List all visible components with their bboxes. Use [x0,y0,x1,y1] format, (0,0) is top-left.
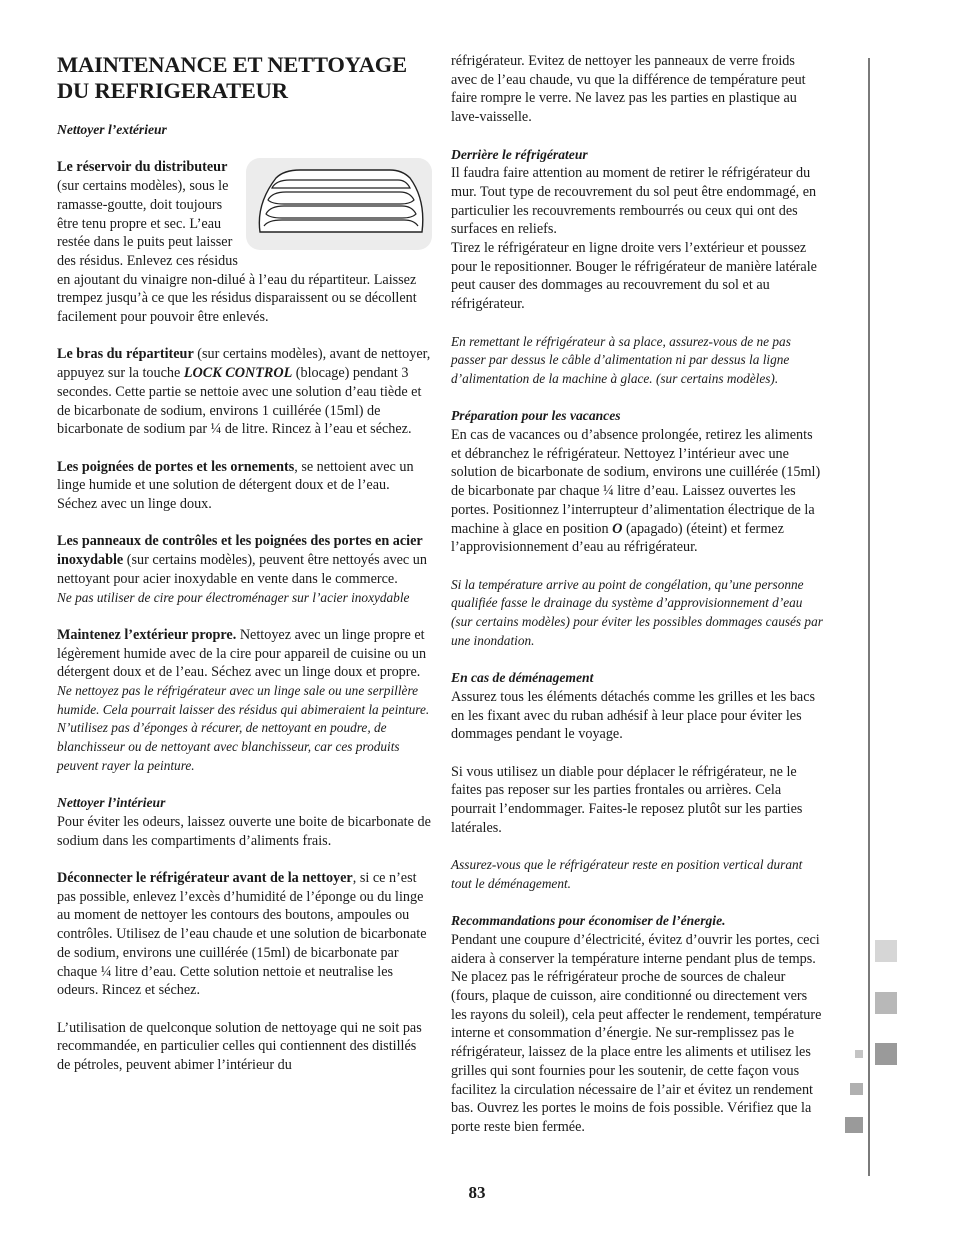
section-heading-vacation: Préparation pour les vacances [451,408,621,424]
paragraph-glass: réfrigérateur. Evitez de nettoyer les panneaux de verre froids avec de l’eau chaude, vu que la différence de température peut faire rompre le verre. Ne lavez pas les parties en plastique au lave-vaisselle. [451,53,806,126]
section-heading-exterior: Nettoyer l’extérieur [57,122,167,137]
paragraph-vacation: En cas de vacances ou d’absence prolongée, retirez les aliments et débranchez le réfrigérateur. Nettoyez l’intérieur avec une solution de bicarbonate de sodium, environs une cuillérée (15ml) de bicarbonate par chaque ¼ litre d’eau. Laissez ouvertes les portes. Positionnez l’interrupteur d’alimentation électrique de la machine à glace en position O (apagado) (éteint) et fermez l’approvisionnement d’eau au réfrigérateur. [451,427,821,556]
paragraph-reservoir: Le réservoir du distributeur (sur certains modèles), sous le ramasse-goutte, doit toujours être tenu propre et sec. L’eau restée dans le puits peut laisser des résidus. Enlevez ces résidus en ajoutant du vinaigre non-dilué à l’eau du répartiteur. Laissez trempez jusqu’à ce que les résidus disparaissent ou se décollent facilement pour pouvoir être enlevés. [57,159,417,326]
paragraph-dolly: Si vous utilisez un diable pour déplacer le réfrigérateur, ne le faites pas reposer sur les parties frontales ou arrières. Cela pourrait l’endommager. Faites-le reposez plutôt sur les parties latérales. [451,763,803,836]
paragraph-secure-items: Assurez tous les éléments détachés comme les grilles et les bacs en les fixant avec du ruban adhésif à leur place pour éviter les dommages pendant le voyage. [451,688,816,743]
page-title: MAINTENANCE ET NETTOYAGE DU REFRIGERATEUR [57,52,407,103]
tab-square-1 [875,940,897,962]
paragraph-energy: Pendant une coupure d’électricité, évitez d’ouvrir les portes, ceci aidera à conserver la température interne pendant plus de temps. Ne placez pas le réfrigérateur proche de sources de chaleur (fours, plaque de cuisson, aire conditionné ou directement vers les rayons du soleil), cela peut affecter le rendement, température interne et consommation d’énergie. Ne sur-remplissez pas le réfrigérateur, laissez de la place entre les aliments et utilisez les grilles qui sont fournies pour les soutenir, de cette façon vous facilitez la circulation nécessaire de l’air et évitez un rendement bas. Ouvrez les portes le moins de fois possible. Vérifiez que la porte reste bien fermée. [451,931,822,1135]
drip-tray-icon [250,164,428,244]
tab-square-3 [875,1043,897,1065]
paragraph-pull-straight: Tirez le réfrigérateur en ligne droite vers l’extérieur et poussez pour le repositionner. Bouger le réfrigérateur de manière latérale peut causer des dommages au recouvrement du sol et au réfrigérateur. [451,240,817,313]
paragraph-handles: Les poignées de portes et les ornements, se nettoient avec un linge humide et une solution de détergent doux et de l’eau. Séchez avec un linge doux. [57,458,414,513]
paragraph-dispenser-arm: Le bras du répartiteur (sur certains modèles), avant de nettoyer, appuyez sur la touche LOCK CONTROL (blocage) pendant 3 secondes. Cette partie se nettoie avec une solution d’eau tiède et de bicarbonate de sodium, environs 1 cuillérée (15ml) de bicarbonate de sodium par ¼ de litre. Rincez à l’eau et séchez. [57,346,431,438]
paragraph-cleaning-solutions: L’utilisation de quelconque solution de nettoyage qui ne soit pas recommandée, en particulier celles qui contiennent des distillés de pétroles, peuvent abimer l’intérieur du [57,1019,422,1074]
note-power-cord: En remettant le réfrigérateur à sa place, assurez-vous de ne pas passer par dessus le câble d’alimentation ni par dessus la ligne d’alimentation de la machine à glace. (sur certains modèles). [451,333,791,386]
right-column [451,52,823,1137]
paragraph-stainless: Les panneaux de contrôles et les poignées des portes en acier inoxydable (sur certains modèles), peuvent être nettoyés avec un nettoyant pour acier inoxydable en vente dans le commerce. [57,533,427,587]
section-heading-moving: En cas de déménagement [451,670,594,686]
paragraph-exterior-clean: Maintenez l’extérieur propre. Nettoyez avec un linge propre et légèrement humide avec de la cire pour appareil de cuisine ou un détergent doux et de l’eau. Séchez avec un linge doux et propre. [57,626,427,681]
drip-tray-illustration [246,158,432,250]
section-heading-behind: Derrière le réfrigérateur [451,146,588,162]
tab-dot-2 [850,1083,863,1095]
tab-dot-3 [845,1117,863,1133]
tab-dot-1 [855,1050,863,1058]
note-vertical: Assurez-vous que le réfrigérateur reste en position vertical durant tout le déménagement. [451,857,803,891]
vertical-rule [868,58,870,1176]
paragraph-disconnect: Déconnecter le réfrigérateur avant de la nettoyer, si ce n’est pas possible, enlevez l’excès d’humidité de l’éponge ou du linge au moment de nettoyer les contours des boutons, ampoules ou contrôles. Utilisez de l’eau chaude et une solution de bicarbonate de sodium, environs une cuillérée (15ml) de bicarbonate par chaque ¼ litre d’eau. Cette solution nettoie et neutralise les odeurs. Rincez et séchez. [57,870,427,999]
paragraph-odors: Pour éviter les odeurs, laissez ouverte une boite de bicarbonate de sodium dans les compartiments d’aliments frais. [57,813,431,849]
left-column [57,52,432,1075]
note-freezing: Si la température arrive au point de congélation, qu’une personne qualifiée fasse le drainage du système d’approvisionnement d’eau (sur certains modèles) pour éviter les possibles dommages causés par une inondation. [451,576,823,648]
tab-square-2 [875,992,897,1014]
note-stainless: Ne pas utiliser de cire pour électroménager sur l’acier inoxydable [57,589,410,605]
section-heading-energy: Recommandations pour économiser de l’énergie. [451,913,726,929]
note-paint: Ne nettoyez pas le réfrigérateur avec un linge sale ou une serpillère humide. Cela pourrait laisser des résidus qui abimeraient la peinture. N’utilisez pas d’éponges à récurer, de nettoyant en poudre, de blanchisseur ou de nettoyant avec blanchisseur, car ces produits peuvent rayer la peinture. [57,683,430,773]
page-number: 83 [468,1183,486,1202]
section-heading-interior: Nettoyer l’intérieur [57,795,166,811]
paragraph-move-wall: Il faudra faire attention au moment de retirer le réfrigérateur du mur. Tout type de recouvrement du sol peut être endommagé, en particulier les recouvrements rembourrés ou ceux qui ont des surfaces en reliefs. [451,165,817,238]
